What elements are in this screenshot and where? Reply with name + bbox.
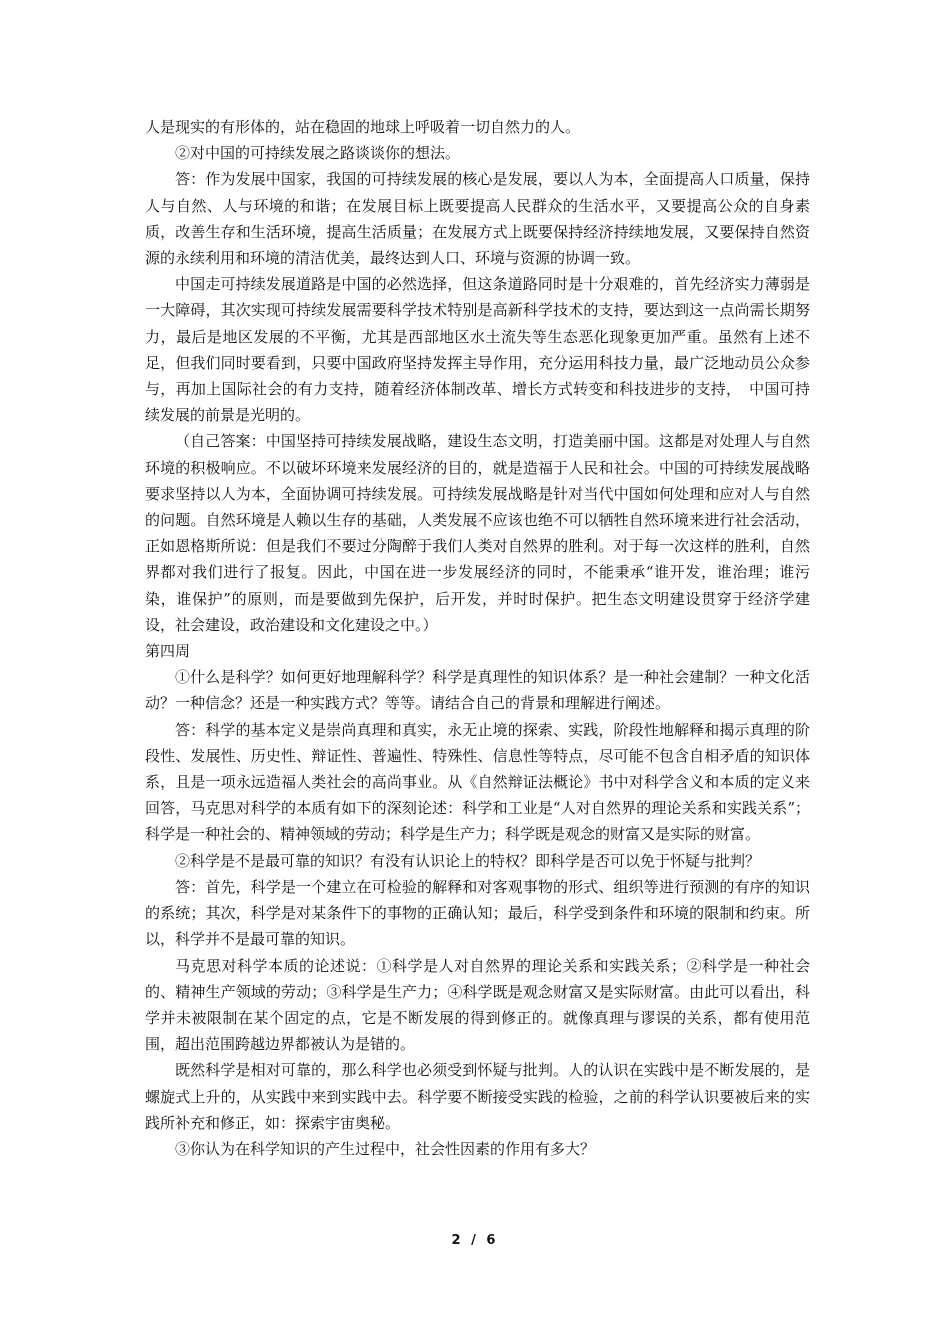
section-heading-week-four: 第四周 [145, 642, 191, 661]
document-body [145, 114, 810, 1162]
answer-paragraph: 马克思对科学本质的论述说：①科学是人对自然界的理论关系和实践关系；②科学是一种社会的、精神生产领域的劳动；③科学是生产力；④科学既是观念财富又是实际财富。由此可以看出，科学并未被限制在某个固定的点，它是不断发展的得到修正的。就像真理与谬误的关系，都有使用范围，超出范围跨越边界都被认为是错的。 [145, 956, 810, 1054]
question-sustainable-development: ②对中国的可持续发展之路谈谈你的想法。 [175, 144, 461, 163]
answer-paragraph: 中国走可持续发展道路是中国的必然选择，但这条道路同时是十分艰难的，首先经济实力薄弱是一大障碍，其次实现可持续发展需要科学技术特别是高新科学技术的支持，要达到这一点尚需长期努力，最后是地区发展的不平衡，尤其是西部地区水土流失等生态恶化现象更加严重。虽然有上述不足，但我们同时要看到，只要中国政府坚持发挥主导作用，充分运用科技力量，最广泛地动员公众参与，再加上国际社会的有力支持，随着经济体制改革、增长方式转变和科技进步的支持， 中国可持续发展的前景是光明的。 [145, 275, 810, 425]
question-reliability-of-science: ②科学是不是最可靠的知识？有没有认识论上的特权？即科学是否可以免于怀疑与批判？ [175, 851, 761, 870]
own-answer-paragraph: （自己答案：中国坚持可持续发展战略，建设生态文明，打造美丽中国。这都是对处理人与自然环境的积极响应。不以破坏环境来发展经济的目的，就是造福于人民和社会。中国的可持续发展战略要求坚持以人为本，全面协调可持续发展。可持续发展战略是针对当代中国如何处理和应对人与自然的问题。自然环境是人赖以生存的基础，人类发展不应该也绝不可以牺牲自然环境来进行社会活动，正如恩格斯所说：但是我们不要过分陶醉于我们人类对自然界的胜利。对于每一次这样的胜利，自然界都对我们进行了报复。因此，中国在进一步发展经济的同时，不能秉承“谁开发，谁治理；谁污染，谁保护”的原则，而是要做到先保护，后开发，并时时保护。把生态文明建设贯穿于经济学建设，社会建设，政治建设和文化建设之中。） [145, 432, 810, 634]
answer-paragraph: 答：作为发展中国家，我国的可持续发展的核心是发展，要以人为本，全面提高人口质量，保持人与自然、人与环境的和谐；在发展目标上既要提高人民群众的生活水平，又要提高公众的自身素质，改善生存和生活环境，提高生活质量；在发展方式上既要保持经济持续地发展，又要保持自然资源的永续利用和环境的清洁优美，最终达到人口、环境与资源的协调一致。 [145, 170, 810, 268]
paragraph-continuation: 人是现实的有形体的，站在稳固的地球上呼吸着一切自然力的人。 [145, 118, 581, 136]
question-what-is-science: ①什么是科学？如何更好地理解科学？科学是真理性的知识体系？是一种社会建制？一种文化活动？一种信念？还是一种实践方式？等等。请结合自己的背景和理解进行阐述。 [145, 668, 810, 713]
page-number: 2 / 6 [451, 1233, 499, 1248]
question-social-factors: ③你认为在科学知识的产生过程中，社会性因素的作用有多大？ [175, 1139, 596, 1158]
answer-paragraph: 既然科学是相对可靠的，那么科学也必须受到怀疑与批判。人的认识在实践中是不断发展的，是螺旋式上升的，从实践中来到实践中去。科学要不断接受实践的检验，之前的科学认识要被后来的实践所补充和修正，如：探索宇宙奥秘。 [145, 1061, 810, 1132]
answer-paragraph: 答：科学的基本定义是崇尚真理和真实，永无止境的探索、实践，阶段性地解释和揭示真理的阶段性、发展性、历史性、辩证性、普遍性、特殊性、信息性等特点，尽可能不包含自相矛盾的知识体系，且是一项永远造福人类社会的高尚事业。从《自然辩证法概论》书中对科学含义和本质的定义来回答，马克思对科学的本质有如下的深刻论述：科学和工业是“人对自然界的理论关系和实践关系”；科学是一种社会的、精神领域的劳动；科学是生产力；科学既是观念的财富又是实际的财富。 [145, 720, 810, 844]
answer-paragraph: 答：首先，科学是一个建立在可检验的解释和对客观事物的形式、组织等进行预测的有序的知识的系统；其次，科学是对某条件下的事物的正确认知；最后，科学受到条件和环境的限制和约束。所以，科学并不是最可靠的知识。 [145, 877, 810, 949]
